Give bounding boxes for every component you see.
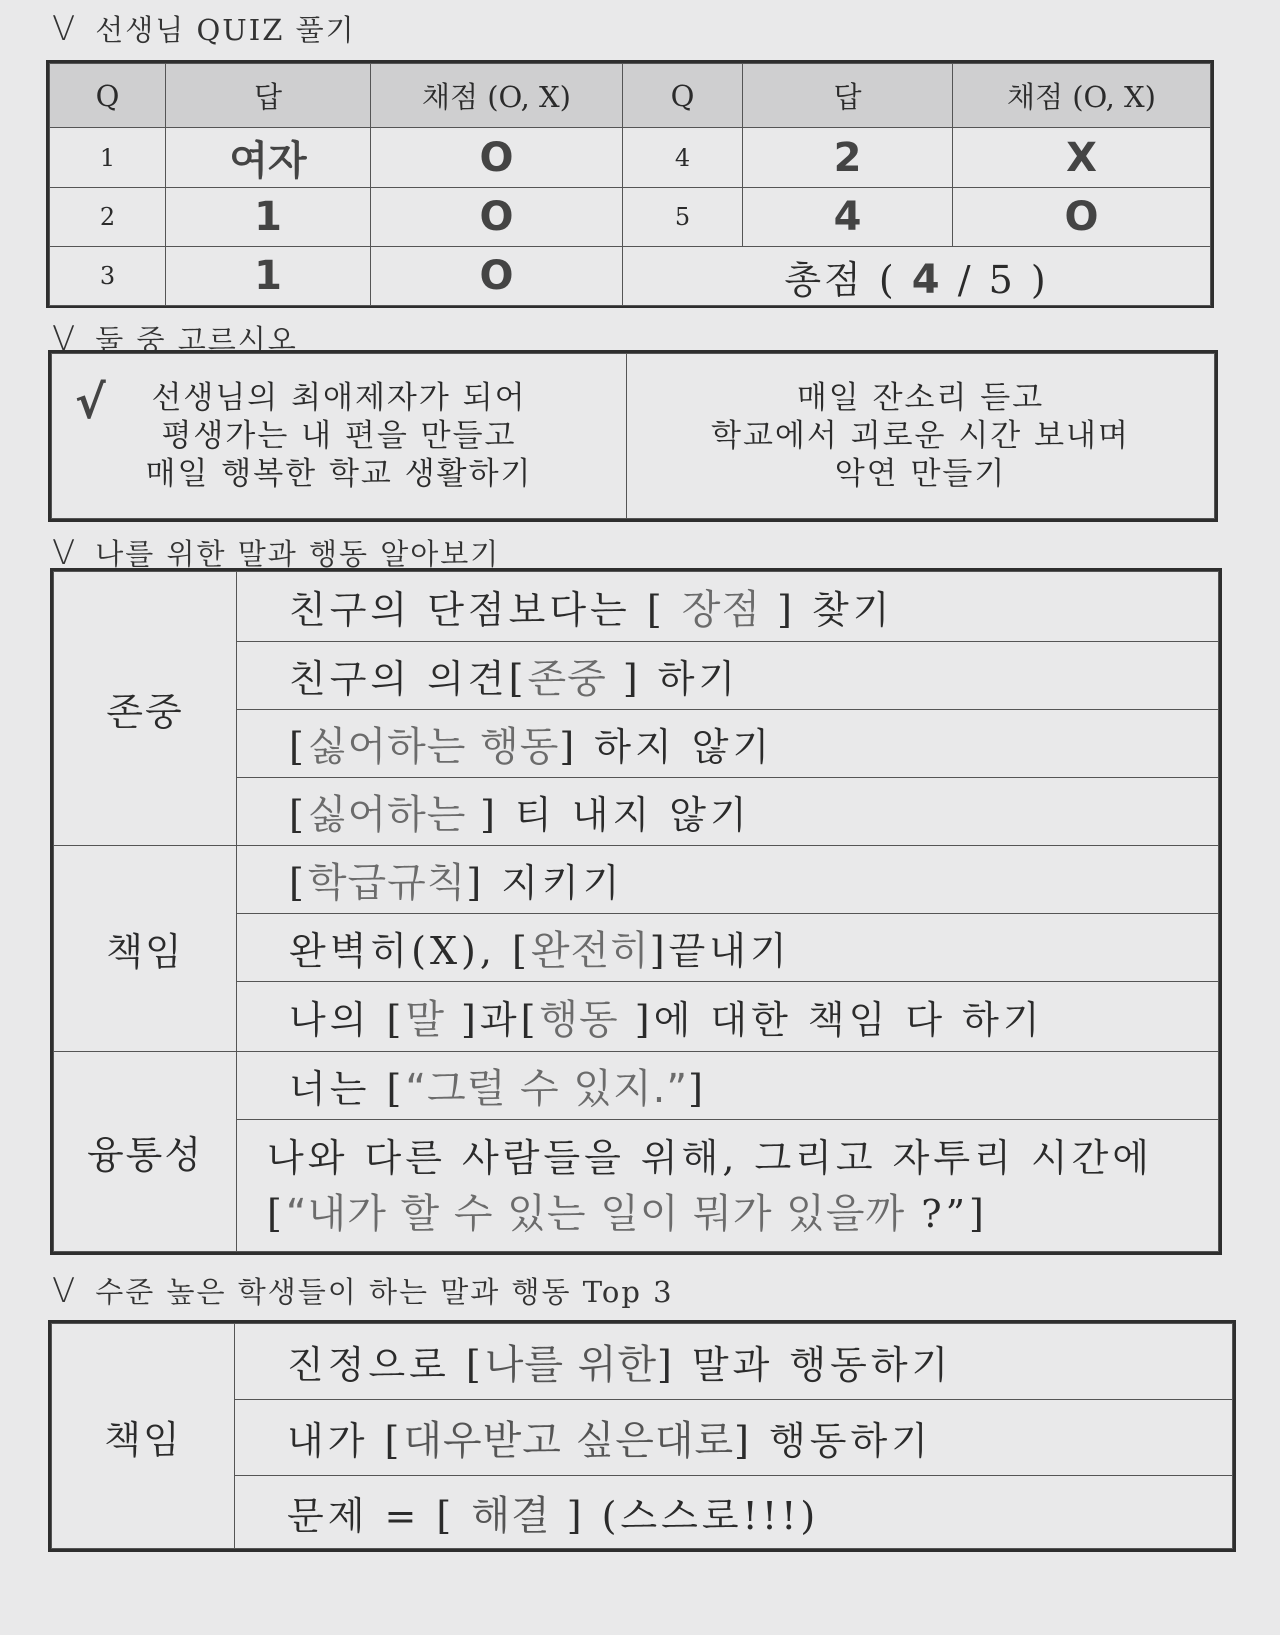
list-item: 나와 다른 사람들을 위해, 그리고 자투리 시간에 [“내가 할 수 있는 일이 뭐가 있을까 ?”] [237, 1120, 1219, 1252]
list-item: [싫어하는 행동] 하지 않기 [237, 710, 1219, 778]
handwritten-answer: 싫어하는 [307, 792, 481, 838]
answer-cell: 2 [743, 128, 953, 188]
category-flexibility: 융통성 [54, 1052, 237, 1252]
header-grade: 채점 (O, X) [371, 64, 623, 128]
table-row [54, 572, 1219, 642]
option-line: 선생님의 최애제자가 되어 [151, 380, 527, 416]
quiz-row [50, 128, 1211, 188]
total-label: 총점 ( [784, 257, 897, 302]
total-of: / 5 ) [957, 257, 1049, 302]
handwritten-answer: 싫어하는 행동 [307, 724, 560, 770]
section-quiz-title [52, 8, 356, 49]
section-top3-title [52, 1270, 674, 1311]
list-item: 완벽히(X), [완전히]끝내기 [237, 914, 1219, 982]
q-number: 3 [50, 247, 166, 306]
handwritten-answer: 말 [405, 997, 445, 1043]
check-mark-v: V [52, 1270, 78, 1311]
header-answer: 답 [166, 64, 371, 128]
answer-cell: 1 [166, 247, 371, 306]
answer-cell: 여자 [166, 128, 371, 188]
answer-cell: 1 [166, 188, 371, 247]
total-score-cell [623, 247, 1211, 306]
total-score: 4 [911, 256, 943, 303]
section-title-text: 수준 높은 학생들이 하는 말과 행동 Top 3 [95, 1275, 674, 1309]
grade-cell: O [371, 188, 623, 247]
q-number: 1 [50, 128, 166, 188]
q-number: 4 [623, 128, 743, 188]
top3-table [48, 1320, 1236, 1552]
grade-cell: X [953, 128, 1211, 188]
handwritten-answer: 행동 [539, 997, 619, 1043]
list-item: 문제 = [ 해결 ] (스스로!!!) [235, 1476, 1233, 1549]
list-item: 진정으로 [나를 위한] 말과 행동하기 [235, 1324, 1233, 1400]
section-words-title [52, 532, 500, 573]
table-row [54, 846, 1219, 914]
check-mark-v: V [52, 8, 78, 49]
option-line: 매일 행복한 학교 생활하기 [145, 456, 533, 492]
quiz-header-row [50, 64, 1211, 128]
table-row [54, 1052, 1219, 1120]
list-item: 내가 [대우받고 싶은대로] 행동하기 [235, 1400, 1233, 1476]
handwritten-answer: “내가 할 수 있는 일이 뭐가 있을까 [285, 1190, 906, 1237]
section-title-text: 선생님 QUIZ 풀기 [95, 13, 356, 47]
q-number: 5 [623, 188, 743, 247]
option-right [627, 354, 1215, 519]
choose-table [48, 350, 1218, 522]
q-number: 2 [50, 188, 166, 247]
handwritten-answer: 나를 위한 [484, 1342, 658, 1388]
list-item: [싫어하는 ] 티 내지 않기 [237, 778, 1219, 846]
option-line: 학교에서 괴로운 시간 보내며 [711, 418, 1130, 454]
option-line: 악연 만들기 [834, 456, 1007, 492]
handwritten-answer: 대우받고 싶은대로 [403, 1418, 735, 1464]
handwritten-answer: 학급규칙 [307, 860, 467, 906]
handwritten-answer: “그럴 수 있지.” [405, 1066, 689, 1112]
list-item: 너는 [“그럴 수 있지.”] [237, 1052, 1219, 1120]
grade-cell: O [371, 128, 623, 188]
list-item: 친구의 단점보다는 [ 장점 ] 찾기 [237, 572, 1219, 642]
handwritten-answer: 존중 [527, 656, 607, 702]
grade-cell: O [953, 188, 1211, 247]
section-title-text: 둘 중 고르시오 [95, 323, 298, 357]
checkmark-icon: √ [75, 375, 106, 429]
header-q: Q [50, 64, 166, 128]
list-item: 친구의 의견[존중 ] 하기 [237, 642, 1219, 710]
quiz-row [50, 247, 1211, 306]
category-respect: 존중 [54, 572, 237, 846]
handwritten-answer: 해결 [471, 1492, 551, 1539]
option-line: 평생가는 내 편을 만들고 [161, 418, 517, 454]
handwritten-answer: 장점 [681, 587, 762, 633]
handwritten-answer: 완전히 [530, 928, 650, 974]
answer-cell: 4 [743, 188, 953, 247]
quiz-row [50, 188, 1211, 247]
words-table [50, 568, 1222, 1255]
header-grade: 채점 (O, X) [953, 64, 1211, 128]
list-item: 나의 [말 ]과[행동 ]에 대한 책임 다 하기 [237, 982, 1219, 1052]
quiz-table [46, 60, 1214, 308]
table-row [52, 1324, 1233, 1400]
check-mark-v: V [52, 532, 78, 573]
category-responsibility: 책임 [52, 1324, 235, 1549]
check-mark-v: V [52, 318, 78, 359]
list-item: [학급규칙] 지키기 [237, 846, 1219, 914]
option-left [52, 354, 627, 519]
section-title-text: 나를 위한 말과 행동 알아보기 [95, 537, 501, 571]
grade-cell: O [371, 247, 623, 306]
category-responsibility: 책임 [54, 846, 237, 1052]
header-answer: 답 [743, 64, 953, 128]
option-line: 매일 잔소리 듣고 [796, 380, 1045, 416]
header-q: Q [623, 64, 743, 128]
